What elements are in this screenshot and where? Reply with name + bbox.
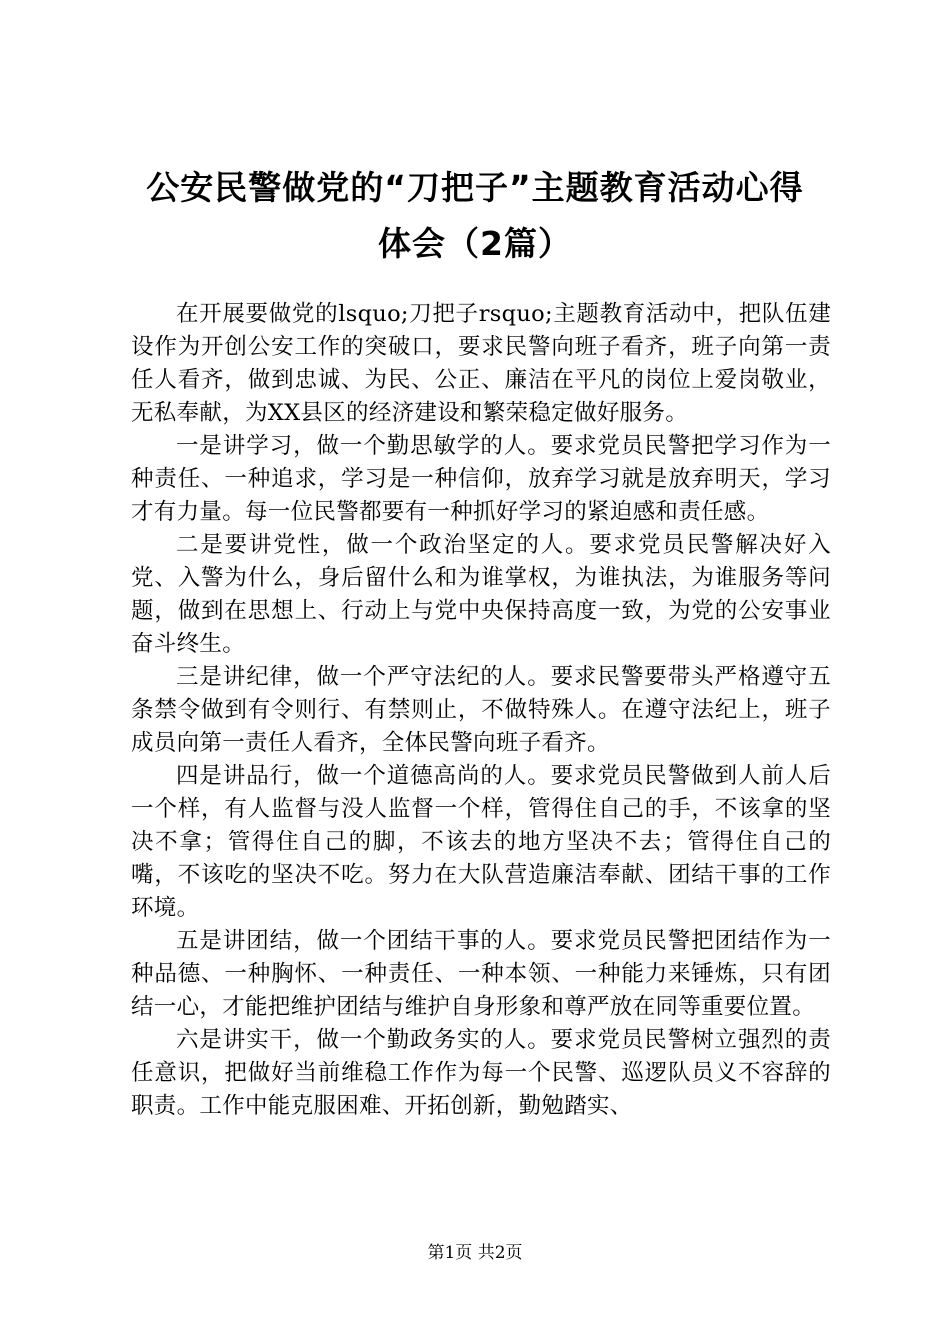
title-line-1: 公安民警做党的“刀把子”主题教育活动心得 [146, 168, 804, 207]
paragraph-practical-work: 六是讲实干，做一个勤政务实的人。要求党员民警树立强烈的责任意识，把做好当前维稳工作作为每一个民警、巡逻队员义不容辞的职责。工作中能克服困难、开拓创新，勤勉踏实、 [131, 1027, 831, 1119]
paragraph-discipline: 三是讲纪律，做一个严守法纪的人。要求民警要带头严格遵守五条禁令做到有令则行、有禁则止，不做特殊人。在遵守法纪上，班子成员向第一责任人看齐，全体民警向班子看齐。 [131, 664, 831, 756]
page-footer [0, 1242, 950, 1264]
title-line-2: 体会（2篇） [378, 224, 572, 263]
paragraph-conduct: 四是讲品行，做一个道德高尚的人。要求党员民警做到人前人后一个样，有人监督与没人监督一个样，管得住自己的手，不该拿的坚决不拿；管得住自己的脚，不该去的地方坚决不去；管得住自己的嘴，不该吃的坚决不吃。努力在大队营造廉洁奉献、团结干事的工作环境。 [131, 763, 831, 921]
document-body [131, 298, 831, 1123]
paragraph-unity: 五是讲团结，做一个团结干事的人。要求党员民警把团结作为一种品德、一种胸怀、一种责任、一种本领、一种能力来锤炼，只有团结一心，才能把维护团结与维护自身形象和尊严放在同等重要位置。 [131, 928, 831, 1020]
page-number: 第1页 [427, 1243, 473, 1263]
paragraph-party-spirit: 二是要讲党性，做一个政治坚定的人。要求党员民警解决好入党、入警为什么，身后留什么和为谁掌权，为谁执法，为谁服务等问题，做到在思想上、行动上与党中央保持高度一致，为党的公安事业奋斗终生。 [131, 532, 831, 657]
paragraph-study: 一是讲学习，做一个勤思敏学的人。要求党员民警把学习作为一种责任、一种追求，学习是一种信仰，放弃学习就是放弃明天，学习才有力量。每一位民警都要有一种抓好学习的紧迫感和责任感。 [131, 433, 831, 525]
page-total: 共2页 [477, 1243, 523, 1263]
document-title [110, 160, 840, 272]
paragraph-intro: 在开展要做党的lsquo;刀把子rsquo;主题教育活动中，把队伍建设作为开创公安工作的突破口，要求民警向班子看齐，班子向第一责任人看齐，做到忠诚、为民、公正、廉洁在平凡的岗位上爱岗敬业，无私奉献，为XX县区的经济建设和繁荣稳定做好服务。 [131, 301, 831, 426]
